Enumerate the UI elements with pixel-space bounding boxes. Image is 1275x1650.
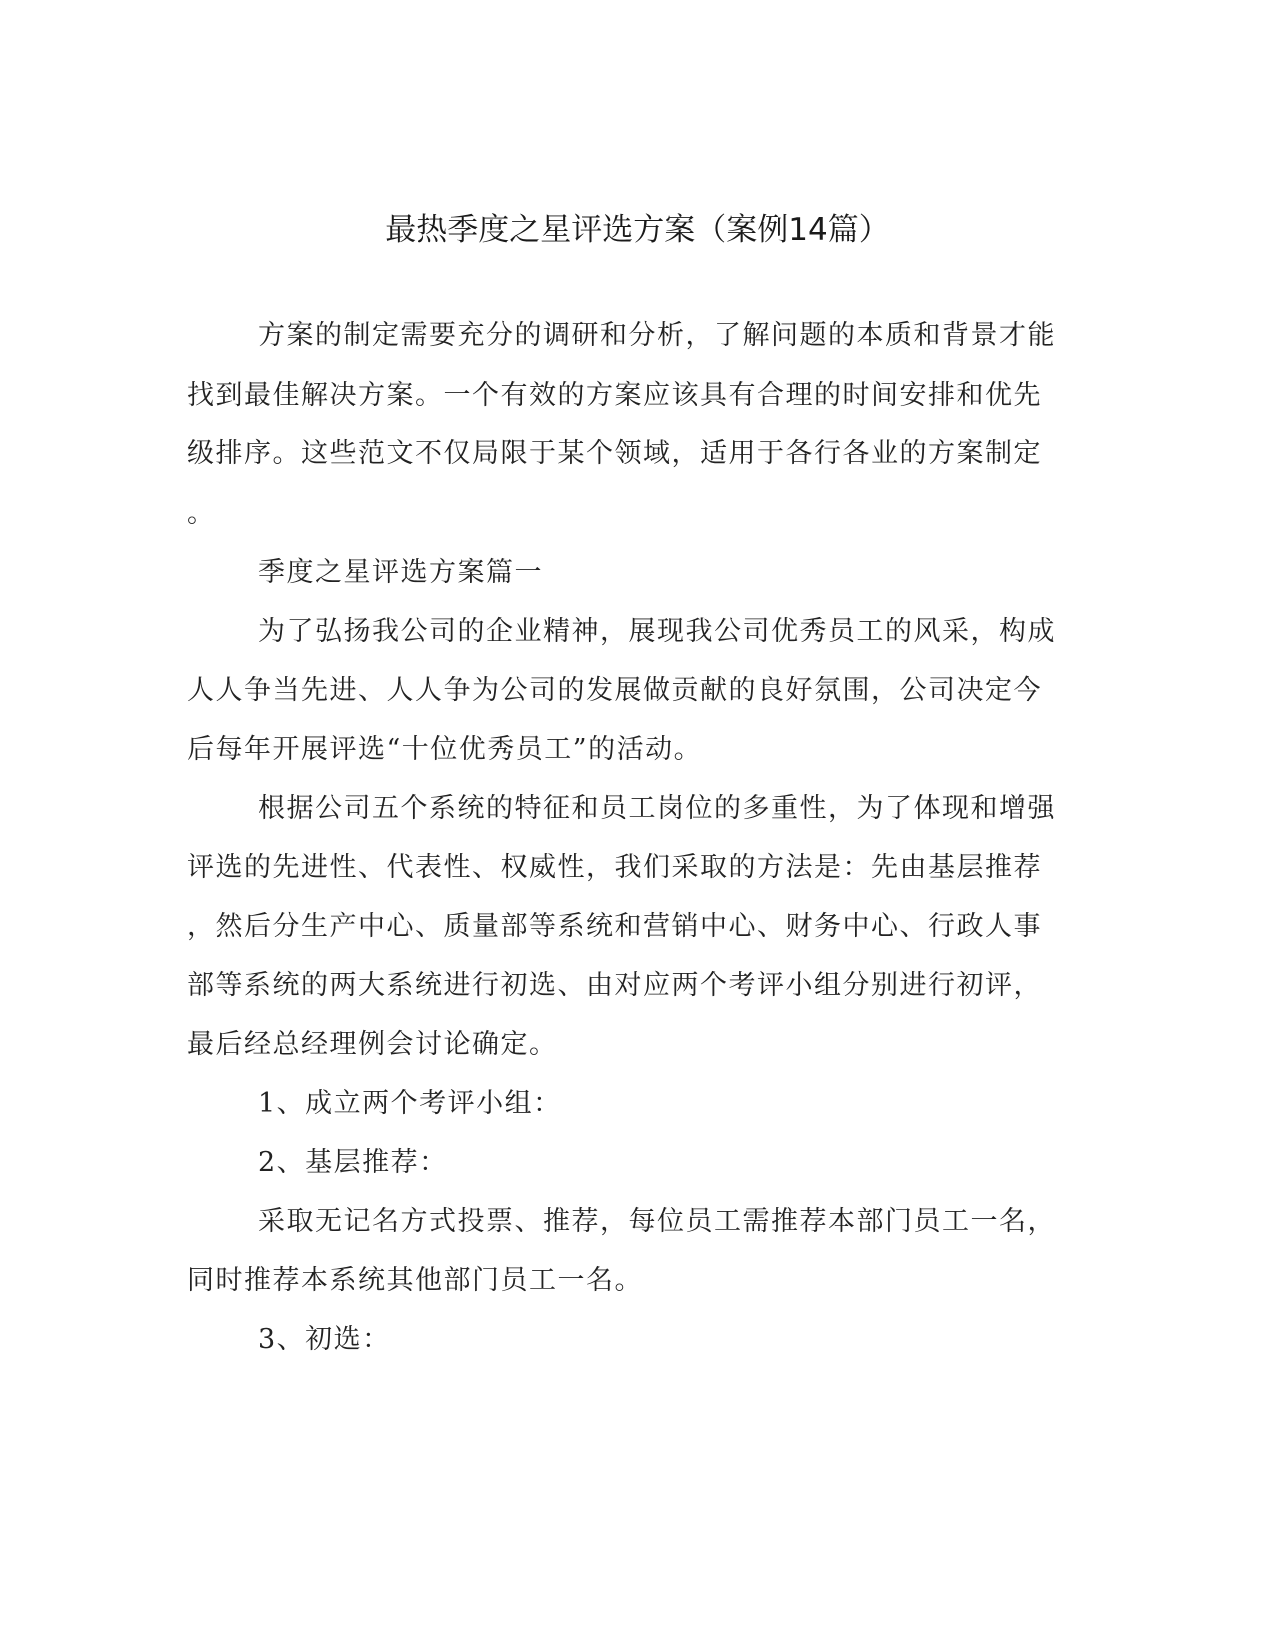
paragraph-line: 人人争当先进、人人争为公司的发展做贡献的良好氛围，公司决定今 bbox=[187, 675, 1042, 706]
list-item: 1、成立两个考评小组： bbox=[258, 1088, 562, 1119]
paragraph-line: 为了弘扬我公司的企业精神，展现我公司优秀员工的风采，构成 bbox=[258, 616, 1056, 647]
list-item: 2、基层推荐： bbox=[258, 1147, 448, 1178]
paragraph-line: 级排序。这些范文不仅局限于某个领域，适用于各行各业的方案制定 bbox=[187, 438, 1042, 469]
section-heading: 季度之星评选方案篇一 bbox=[258, 557, 543, 588]
paragraph-line: 根据公司五个系统的特征和员工岗位的多重性，为了体现和增强 bbox=[258, 793, 1056, 824]
paragraph-line: 采取无记名方式投票、推荐，每位员工需推荐本部门员工一名， bbox=[258, 1206, 1056, 1237]
paragraph-line: 同时推荐本系统其他部门员工一名。 bbox=[187, 1265, 643, 1296]
paragraph-line: 找到最佳解决方案。一个有效的方案应该具有合理的时间安排和优先 bbox=[187, 380, 1042, 411]
list-item: 3、初选： bbox=[258, 1324, 391, 1355]
paragraph-line: 后每年开展评选“十位优秀员工”的活动。 bbox=[187, 734, 703, 765]
paragraph-line: 。 bbox=[187, 498, 216, 529]
paragraph-line: 方案的制定需要充分的调研和分析，了解问题的本质和背景才能 bbox=[258, 320, 1056, 351]
paragraph-line: 评选的先进性、代表性、权威性，我们采取的方法是：先由基层推荐 bbox=[187, 852, 1042, 883]
paragraph-line: 最后经总经理例会讨论确定。 bbox=[187, 1029, 558, 1060]
paragraph-line: 部等系统的两大系统进行初选、由对应两个考评小组分别进行初评， bbox=[187, 970, 1042, 1001]
paragraph-line: ，然后分生产中心、质量部等系统和营销中心、财务中心、行政人事 bbox=[187, 911, 1042, 942]
document-title: 最热季度之星评选方案（案例14篇） bbox=[385, 212, 890, 248]
